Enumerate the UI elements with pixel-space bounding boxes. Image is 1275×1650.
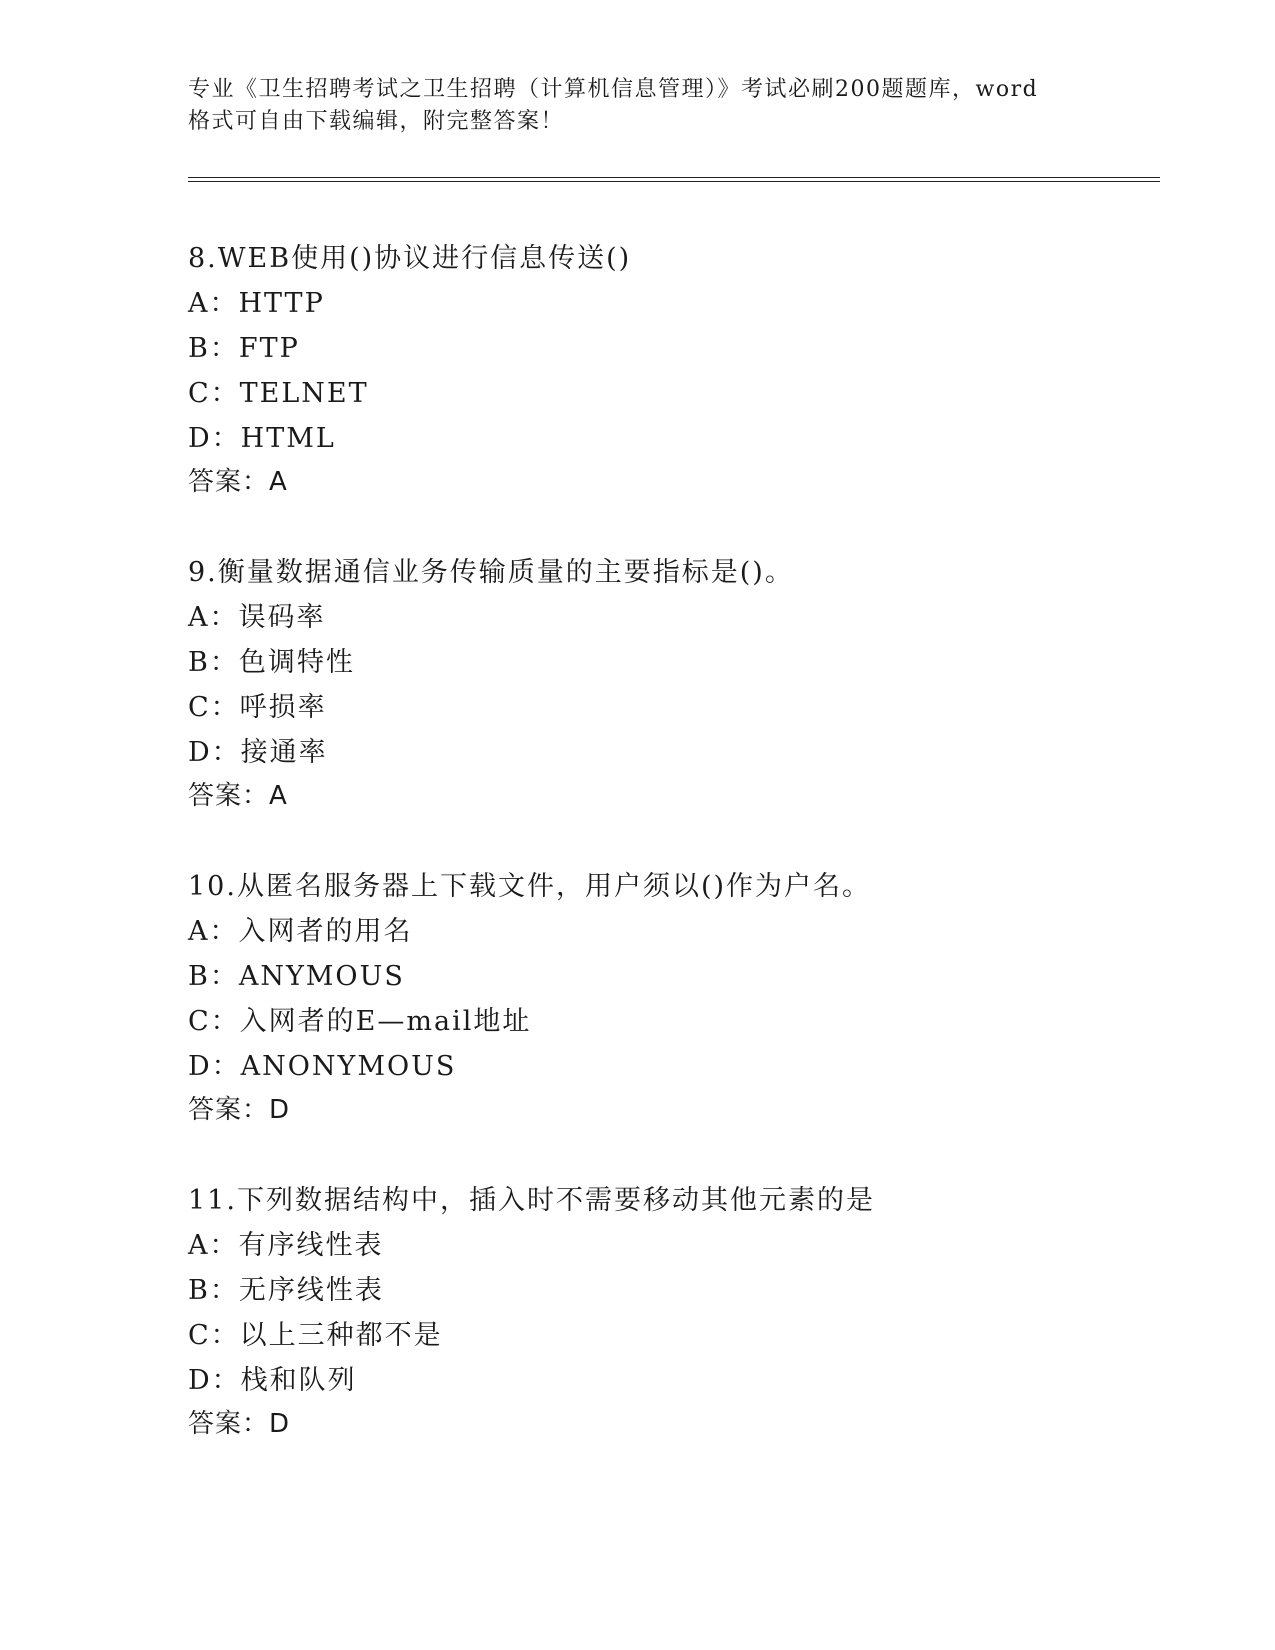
question-title: 9.衡量数据通信业务传输质量的主要指标是()。 xyxy=(188,557,794,588)
header-line-2: 格式可自由下载编辑，附完整答案！ xyxy=(188,109,565,134)
header-line-1: 专业《卫生招聘考试之卫生招聘（计算机信息管理）》考试必刷200题题库，word xyxy=(188,77,1039,102)
option-b: B：ANYMOUS xyxy=(188,961,405,992)
option-d: D：ANONYMOUS xyxy=(188,1051,457,1082)
option-d: D：栈和队列 xyxy=(188,1365,357,1396)
answer: 答案：D xyxy=(188,1095,291,1125)
option-a: A：误码率 xyxy=(188,602,326,633)
document-header xyxy=(188,74,1088,138)
option-a: A：HTTP xyxy=(188,288,325,319)
option-c: C：TELNET xyxy=(188,378,369,409)
option-b: B：FTP xyxy=(188,333,300,364)
answer: 答案：D xyxy=(188,1409,291,1439)
question-title: 11.下列数据结构中，插入时不需要移动其他元素的是 xyxy=(188,1185,875,1216)
header-rule-top xyxy=(188,177,1160,178)
header-rule-bottom xyxy=(188,181,1160,182)
question-title: 10.从匿名服务器上下载文件，用户须以()作为户名。 xyxy=(188,871,872,902)
option-a: A：入网者的用名 xyxy=(188,916,413,947)
option-c: C：以上三种都不是 xyxy=(188,1320,443,1351)
answer: 答案：A xyxy=(188,467,288,497)
option-a: A：有序线性表 xyxy=(188,1230,384,1261)
option-b: B：无序线性表 xyxy=(188,1275,384,1306)
option-d: D：接通率 xyxy=(188,737,328,768)
question-title: 8.WEB使用()协议进行信息传送() xyxy=(188,243,632,274)
option-c: C：入网者的E—mail地址 xyxy=(188,1006,532,1037)
answer: 答案：A xyxy=(188,781,288,811)
option-d: D：HTML xyxy=(188,423,336,454)
option-b: B：色调特性 xyxy=(188,647,355,678)
option-c: C：呼损率 xyxy=(188,692,327,723)
